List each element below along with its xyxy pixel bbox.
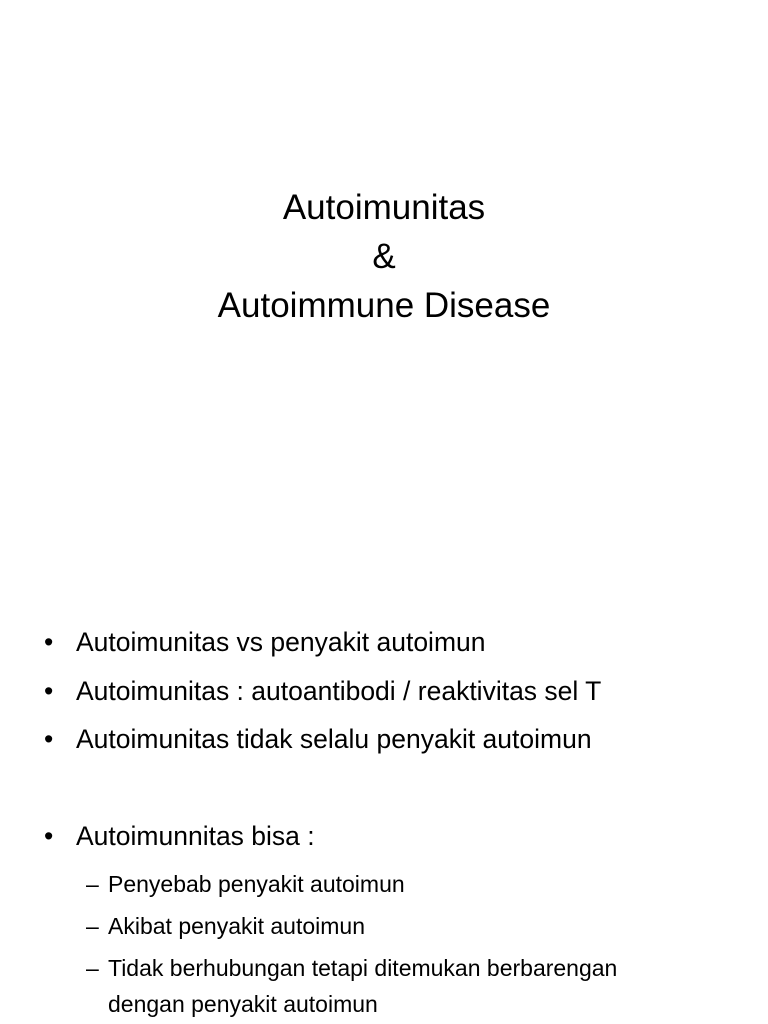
sub-bullet-marker: – bbox=[86, 955, 99, 981]
bullet-marker: • bbox=[44, 675, 54, 706]
bullet-marker: • bbox=[44, 627, 54, 657]
bullet-item bbox=[44, 622, 744, 671]
bullet-marker: • bbox=[44, 724, 54, 754]
bullet-text: Autoimunitas tidak selalu penyakit autoimun bbox=[76, 724, 592, 754]
sub-bullet-list bbox=[86, 866, 736, 1022]
slide-title bbox=[0, 183, 768, 330]
sub-bullet-item bbox=[86, 908, 736, 944]
bullet-text: Autoimunnitas bisa : bbox=[76, 820, 315, 851]
bullet-text: Autoimunitas : autoantibodi / reaktivitas sel T bbox=[76, 675, 602, 706]
bullet-list bbox=[44, 622, 744, 864]
bullet-item bbox=[44, 816, 744, 865]
title-line-3: Autoimmune Disease bbox=[217, 286, 551, 325]
sub-bullet-marker: – bbox=[86, 913, 99, 939]
bullet-marker: • bbox=[44, 820, 54, 851]
sub-bullet-text: Akibat penyakit autoimun bbox=[108, 913, 365, 939]
sub-bullet-text: Penyebab penyakit autoimun bbox=[108, 871, 405, 897]
sub-bullet-text: Tidak berhubungan tetapi ditemukan berbarengan bbox=[108, 955, 618, 981]
bullet-item bbox=[44, 671, 744, 720]
title-line-2: & bbox=[372, 237, 396, 276]
sub-bullet-marker: – bbox=[86, 871, 99, 897]
title-line-1: Autoimunitas bbox=[282, 188, 486, 227]
sub-bullet-text-continued: dengan penyakit autoimun bbox=[108, 991, 378, 1017]
sub-bullet-item bbox=[86, 950, 736, 1022]
sub-bullet-item bbox=[86, 866, 736, 902]
bullet-item bbox=[44, 719, 744, 768]
bullet-text: Autoimunitas vs penyakit autoimun bbox=[76, 627, 486, 657]
